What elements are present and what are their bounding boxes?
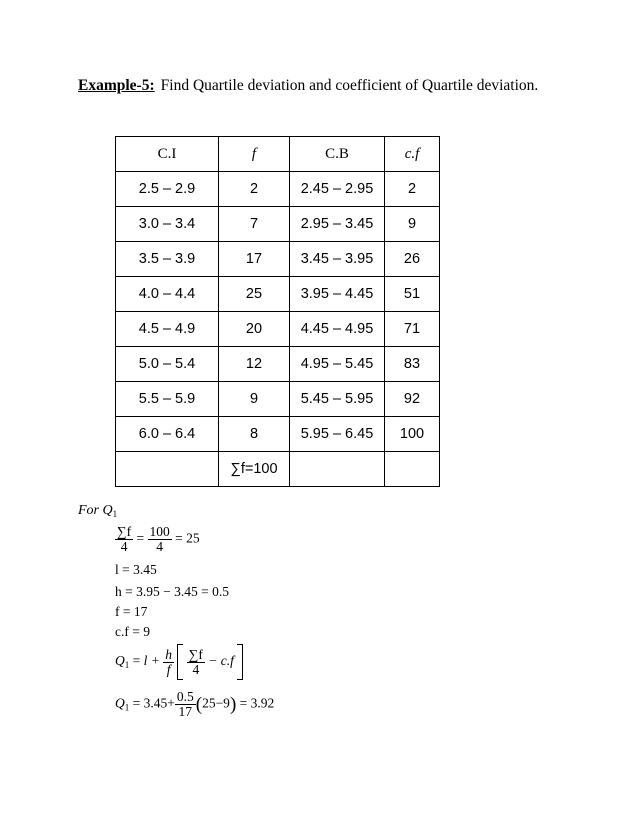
- equals-sign: =: [132, 653, 141, 669]
- table-header-row: [116, 137, 440, 172]
- frequency-table: [115, 136, 440, 487]
- fraction-sumf-4: [187, 648, 205, 677]
- for-q-text: For Q: [78, 503, 113, 518]
- formula-q: Q: [115, 695, 125, 711]
- fraction-100-4: [148, 525, 172, 554]
- cell-f: 20: [219, 312, 290, 347]
- cell-ci: 2.5 – 2.9: [116, 172, 219, 207]
- cell-cf: 9: [385, 207, 440, 242]
- for-q1-label: [78, 503, 117, 519]
- header-ci: C.I: [116, 137, 219, 172]
- cell-empty: [116, 452, 219, 487]
- result-25: 25: [186, 530, 200, 546]
- cell-cb: 5.45 – 5.95: [290, 382, 385, 417]
- left-bracket: [177, 644, 183, 680]
- q-subscript: 1: [124, 702, 130, 713]
- table-row: [116, 417, 440, 452]
- frac-den: 4: [187, 662, 205, 677]
- table-row: [116, 347, 440, 382]
- header-cb: C.B: [290, 137, 385, 172]
- formula-cf: − c.f: [208, 653, 234, 669]
- cell-cb: 5.95 – 6.45: [290, 417, 385, 452]
- q1-result: $Q_1 = 3.45+$ $\frac{0.5}{17}$ (25−9) = 3.92: [115, 689, 275, 719]
- l-line: l = 3.45: [115, 562, 157, 577]
- sum-f-over-4-equation: [115, 525, 200, 554]
- cell-ci: 4.0 – 4.4: [116, 277, 219, 312]
- cell-cf: 51: [385, 277, 440, 312]
- cell-sum-f: ∑f=100: [219, 452, 290, 487]
- frac-num: 100: [149, 524, 170, 539]
- cell-cb: 2.95 – 3.45: [290, 207, 385, 242]
- cell-f: 9: [219, 382, 290, 417]
- h-line: h = 3.95 − 3.45 = 0.5: [115, 584, 229, 599]
- example-label: Example-5:: [78, 77, 155, 94]
- cell-empty: [385, 452, 440, 487]
- result-inner: 25−9: [202, 695, 230, 711]
- example-heading: [78, 76, 562, 96]
- fraction-h-f: [163, 648, 174, 677]
- cell-ci: 6.0 – 6.4: [116, 417, 219, 452]
- cell-cf: 71: [385, 312, 440, 347]
- formula-q: Q: [115, 653, 125, 669]
- table-row: [116, 312, 440, 347]
- frac-num: 0.5: [176, 689, 194, 704]
- table-total-row: [116, 452, 440, 487]
- cell-f: 12: [219, 347, 290, 382]
- cell-cb: 3.45 – 3.95: [290, 242, 385, 277]
- q-subscript: 1: [124, 660, 130, 671]
- cell-f: 8: [219, 417, 290, 452]
- header-cf: c.f: [385, 137, 440, 172]
- cf-line: c.f = 9: [115, 624, 150, 639]
- frac-den: f: [163, 662, 174, 677]
- table-row: [116, 172, 440, 207]
- result-rhs: = 3.92: [239, 695, 275, 711]
- cell-ci: 3.0 – 3.4: [116, 207, 219, 242]
- header-f: f: [219, 137, 290, 172]
- table-row: [116, 207, 440, 242]
- cell-cf: 100: [385, 417, 440, 452]
- fraction-05-17: [175, 690, 196, 719]
- q1-formula: [115, 644, 243, 680]
- cell-cf: 92: [385, 382, 440, 417]
- frac-num: ∑f: [188, 646, 203, 662]
- cell-f: 2: [219, 172, 290, 207]
- frac-den: 4: [148, 539, 172, 554]
- formula-l: l +: [143, 653, 160, 669]
- table-row: [116, 242, 440, 277]
- cell-cf: 2: [385, 172, 440, 207]
- cell-f: 7: [219, 207, 290, 242]
- f-line: f = 17: [115, 604, 148, 619]
- frac-num: ∑f: [117, 524, 132, 539]
- q-subscript: 1: [112, 509, 118, 519]
- equals-sign: =: [175, 530, 183, 546]
- right-bracket: [237, 644, 243, 680]
- cell-cf: 83: [385, 347, 440, 382]
- cell-cb: 4.45 – 4.95: [290, 312, 385, 347]
- table-row: [116, 277, 440, 312]
- frac-num: h: [165, 646, 172, 662]
- cell-ci: 5.0 – 5.4: [116, 347, 219, 382]
- cell-f: 25: [219, 277, 290, 312]
- table-row: [116, 382, 440, 417]
- cell-cb: 2.45 – 2.95: [290, 172, 385, 207]
- result-lhs: = 3.45+: [132, 695, 175, 711]
- cell-ci: 4.5 – 4.9: [116, 312, 219, 347]
- cell-empty: [290, 452, 385, 487]
- frac-den: 4: [115, 539, 133, 554]
- cell-ci: 3.5 – 3.9: [116, 242, 219, 277]
- example-text: Find Quartile deviation and coefficient of Quartile deviation.: [160, 77, 539, 94]
- cell-ci: 5.5 – 5.9: [116, 382, 219, 417]
- frac-den: 17: [175, 704, 196, 719]
- cell-f: 17: [219, 242, 290, 277]
- cell-cb: 4.95 – 5.45: [290, 347, 385, 382]
- cell-cf: 26: [385, 242, 440, 277]
- equals-sign: =: [136, 530, 145, 546]
- cell-cb: 3.95 – 4.45: [290, 277, 385, 312]
- fraction-sumf-4: [115, 525, 133, 554]
